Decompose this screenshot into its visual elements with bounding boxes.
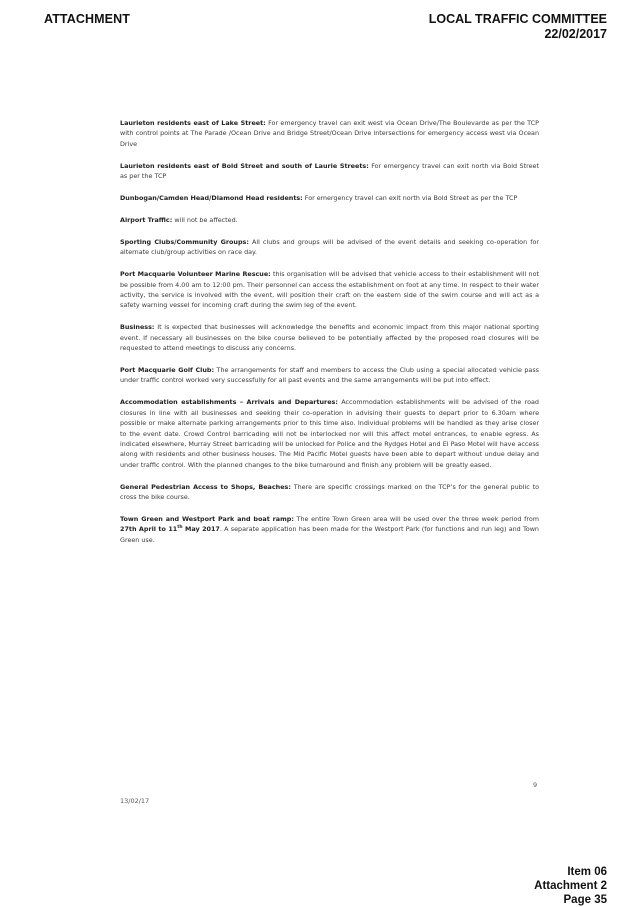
paragraph-town-green xyxy=(120,514,539,545)
footer-attachment: Attachment 2 xyxy=(534,880,607,892)
date-start: 27th April to 11 xyxy=(120,525,178,534)
paragraph-text: For emergency travel can exit west via Ocean Drive/The Boulevarde as per the TCP with control points at The Parade /Ocean Drive and Bridge Street/Ocean Drive intersections for emergency access west via Ocean Drive xyxy=(120,119,540,148)
paragraph-text: For emergency travel can exit north via Bold Street as per the TCP xyxy=(120,161,539,181)
paragraph-business xyxy=(120,322,539,353)
paragraph-text: All clubs and groups will be advised of the event details and seeking co-operation for alternate club/group activities on race day. xyxy=(120,237,539,257)
paragraph-heading: Port Macquarie Golf Club: xyxy=(120,366,215,374)
paragraph-heading: Accommodation establishments – Arrivals and Departures: xyxy=(120,398,338,407)
header-committee xyxy=(429,12,607,42)
paragraph-pedestrian-access xyxy=(120,482,539,503)
paragraph-marine-rescue xyxy=(120,269,539,311)
footer-page: Page 35 xyxy=(563,894,607,906)
paragraph-text: For emergency travel can exit north via Bold Street as per the TCP xyxy=(302,194,518,203)
footer-date: 13/02/17 xyxy=(120,797,150,805)
paragraph-text: The arrangements for staff and members to access the Club using a special allocated vehicle pass under traffic control worked very successfully for all past events and the same arrangements will be put into effect. xyxy=(120,366,539,385)
page-number: 9 xyxy=(533,781,538,789)
paragraph-heading: Town Green and Westport Park and boat ramp: xyxy=(120,514,294,523)
date-end: May 2017 xyxy=(182,525,220,534)
paragraph-text: Accommodation establishments will be advised of the road closures in line with all businesses and seeking their co-operation in advising their guests to depart prior to 6.30am where possible or make alternate parking arrangements prior to this time also. Individual problems will be handled as they arise closer to the event date. Crowd Control barricading will not be interlocked nor will this affect motel entrances, to enable egress. As indicated elsewhere, Murray Street barricading will be unlocked for Police and the Rydges Hotel and El Paso Motel will have access along with residents and other business houses. The Mid Pacific Motel guests have been able to depart without undue delay and under traffic control. With the planned changes to the bike turnaround and finish any problem will be greatly eased. xyxy=(120,398,539,469)
paragraph-airport xyxy=(120,215,539,225)
footer-item: Item 06 xyxy=(567,866,607,878)
committee-date: 22/02/2017 xyxy=(544,27,607,41)
paragraph-text: It is expected that businesses will acknowledge the benefits and economic impact from this major national sporting event. If necessary all businesses on the bike course believed to be potentially affected by the proposed road closures will be requested to attend meetings to discuss any concerns. xyxy=(120,323,539,353)
paragraph-sporting-clubs xyxy=(120,237,539,258)
paragraph-text: There are specific crossings marked on the TCP’s for the general public to cross the bike course. xyxy=(120,482,539,502)
paragraph-laurieton-bold xyxy=(120,161,539,182)
document-body xyxy=(120,118,539,557)
paragraph-heading: Business: xyxy=(120,323,155,332)
footer-reference xyxy=(534,865,607,907)
paragraph-text: The entire Town Green area will be used over the three week period from xyxy=(293,514,539,523)
paragraph-dunbogan xyxy=(120,193,539,203)
header-attachment: ATTACHMENT xyxy=(44,12,130,26)
paragraph-heading: Airport Traffic: xyxy=(120,215,173,224)
paragraph-golf-club xyxy=(120,365,539,386)
ordinal-suffix: th xyxy=(177,525,183,531)
paragraph-laurieton-lake xyxy=(120,118,539,149)
paragraph-heading: General Pedestrian Access to Shops, Beaches: xyxy=(120,482,291,491)
paragraph-heading: Dunbogan/Camden Head/Diamond Head residents: xyxy=(120,194,303,203)
paragraph-accommodation xyxy=(120,397,539,470)
paragraph-text-end: . A separate application has been made for the Westport Park (for functions and run leg) and Town Green use. xyxy=(120,525,539,544)
paragraph-text: will not be affected. xyxy=(172,215,238,224)
paragraph-heading: Laurieton residents east of Lake Street: xyxy=(120,119,266,127)
paragraph-heading: Laurieton residents east of Bold Street and south of Laurie Streets: xyxy=(120,161,369,170)
committee-title: LOCAL TRAFFIC COMMITTEE xyxy=(428,12,607,26)
paragraph-heading: Sporting Clubs/Community Groups: xyxy=(120,237,249,246)
paragraph-heading: Port Macquarie Volunteer Marine Rescue: xyxy=(120,270,271,279)
paragraph-text: this organisation will be advised that vehicle access to their establishment will not be possible from 4.00 am to 12:00 pm. Their personnel can access the establishment on foot at any time. In respect to their water activity, the service is involved with the event, will position their craft on the eastern side of the swim course and will act as a safety warning vessel for incoming craft during the swim leg of the event. xyxy=(120,270,540,310)
